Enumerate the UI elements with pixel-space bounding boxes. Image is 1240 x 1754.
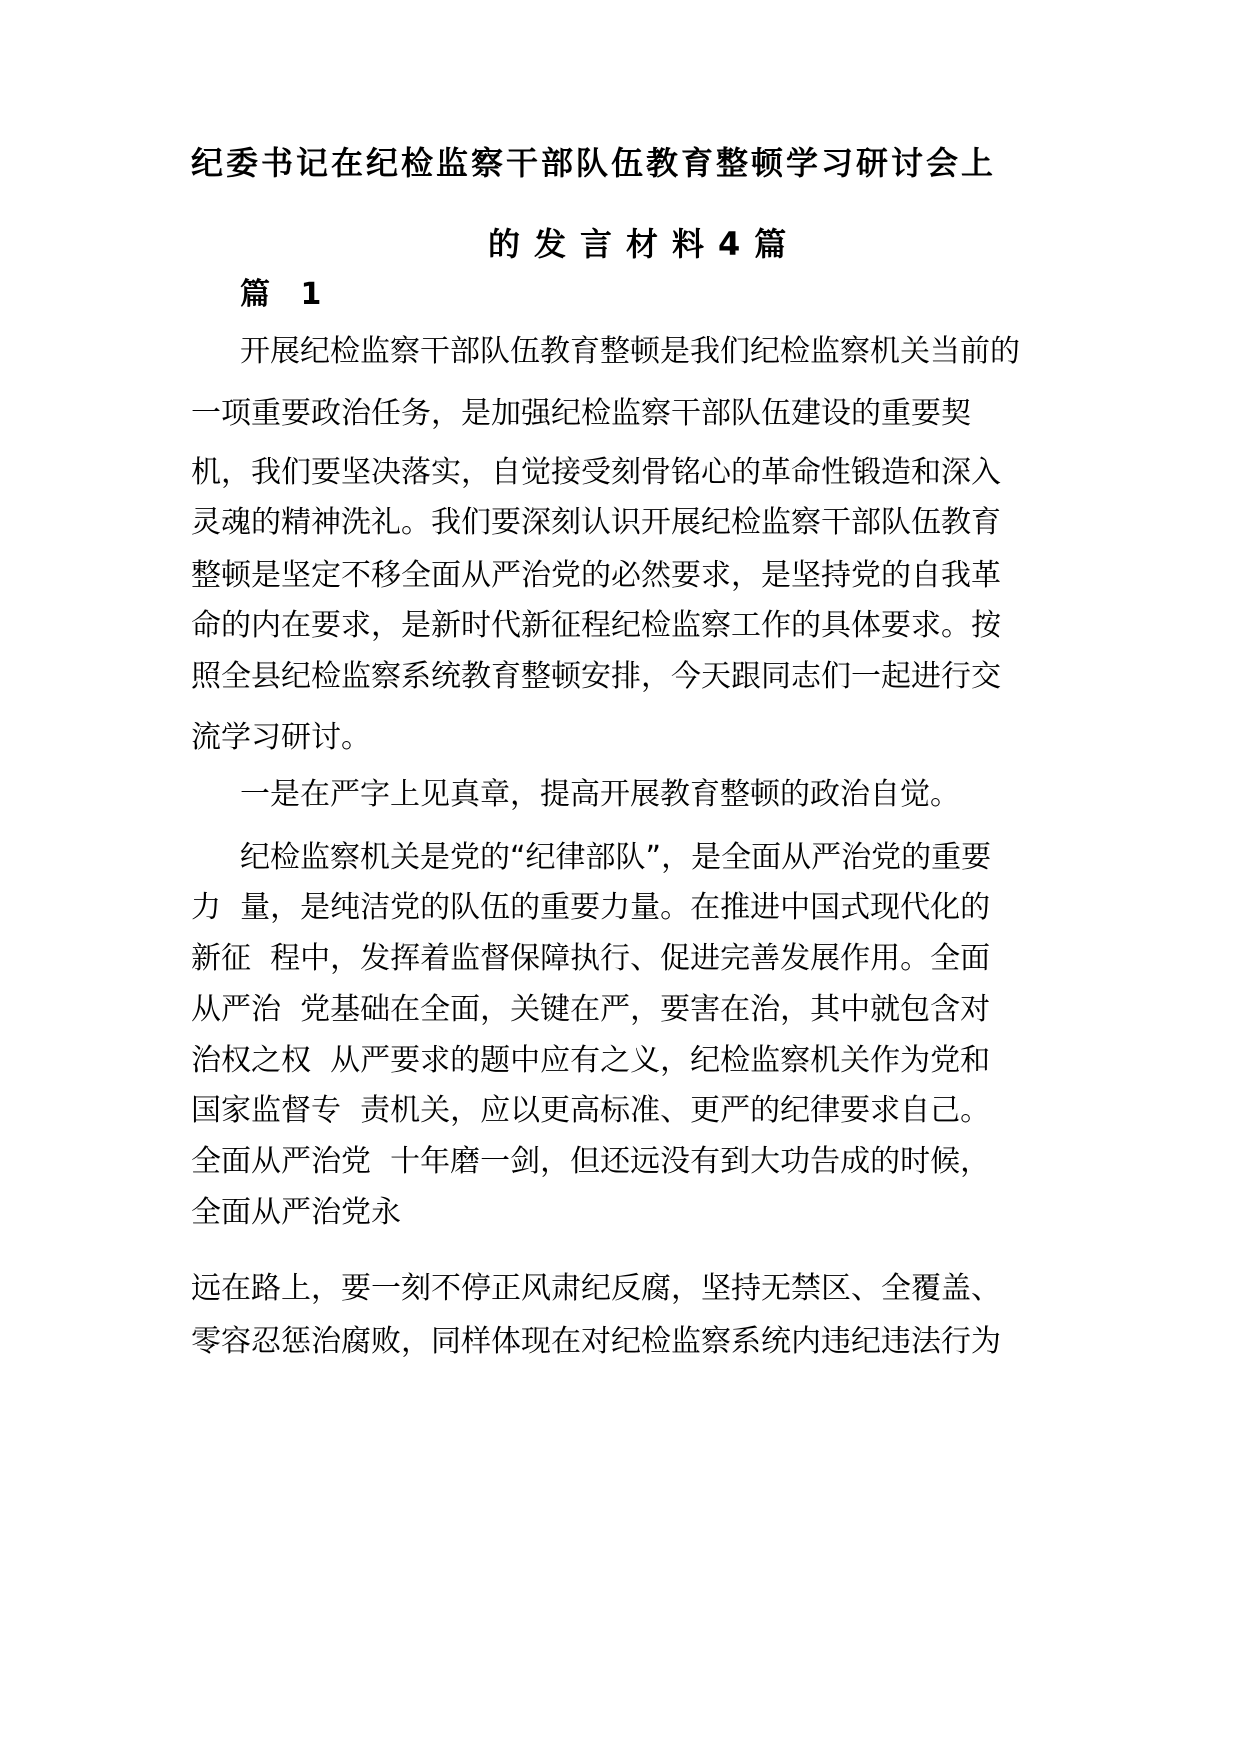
paragraph-3-line-2: 零容忍惩治腐败，同样体现在对纪检监察系统内违纪违法行为 (191, 1324, 1001, 1359)
paragraph-1-line-4: 灵魂的精神洗礼。我们要深刻认识开展纪检监察干部队伍教育 (191, 505, 1001, 540)
paragraph-1-line-8: 流学习研讨。 (191, 720, 371, 755)
document-title-line-2: 的发言材料4篇 (488, 225, 801, 263)
paragraph-1-line-2: 一项重要政治任务，是加强纪检监察干部队伍建设的重要契 (191, 396, 971, 431)
paragraph-2-line-4: 从严治 党基础在全面，关键在严，要害在治，其中就包含对 (191, 992, 991, 1027)
paragraph-1-line-3: 机，我们要坚决落实，自觉接受刻骨铭心的革命性锻造和深入 (191, 455, 1001, 490)
paragraph-2-line-3: 新征 程中，发挥着监督保障执行、促进完善发展作用。全面 (191, 941, 991, 976)
paragraph-2-line-6: 国家监督专 责机关，应以更高标准、更严的纪律要求自己。 (191, 1093, 991, 1128)
paragraph-2-line-7: 全面从严治党 十年磨一剑，但还远没有到大功告成的时候， (191, 1144, 991, 1179)
paragraph-1-line-5: 整顿是坚定不移全面从严治党的必然要求，是坚持党的自我革 (191, 558, 1001, 593)
section-heading: 篇 1 (240, 277, 332, 312)
paragraph-2-line-1: 纪检监察机关是党的“纪律部队”，是全面从严治党的重要 (240, 840, 992, 875)
paragraph-1-line-7: 照全县纪检监察系统教育整顿安排，今天跟同志们一起进行交 (191, 659, 1001, 694)
paragraph-1-line-1: 开展纪检监察干部队伍教育整顿是我们纪检监察机关当前的 (240, 334, 1020, 369)
subheading-1: 一是在严字上见真章，提高开展教育整顿的政治自觉。 (240, 777, 960, 812)
paragraph-3-line-1: 远在路上，要一刻不停正风肃纪反腐，坚持无禁区、全覆盖、 (191, 1271, 1001, 1306)
paragraph-1-line-6: 命的内在要求，是新时代新征程纪检监察工作的具体要求。按 (191, 608, 1001, 643)
document-title-line-1: 纪委书记在纪检监察干部队伍教育整顿学习研讨会上 (191, 144, 997, 182)
paragraph-2-line-2: 力 量，是纯洁党的队伍的重要力量。在推进中国式现代化的 (191, 890, 991, 925)
paragraph-2-line-5: 治权之权 从严要求的题中应有之义，纪检监察机关作为党和 (191, 1043, 991, 1078)
paragraph-2-line-8: 全面从严治党永 (191, 1195, 401, 1230)
